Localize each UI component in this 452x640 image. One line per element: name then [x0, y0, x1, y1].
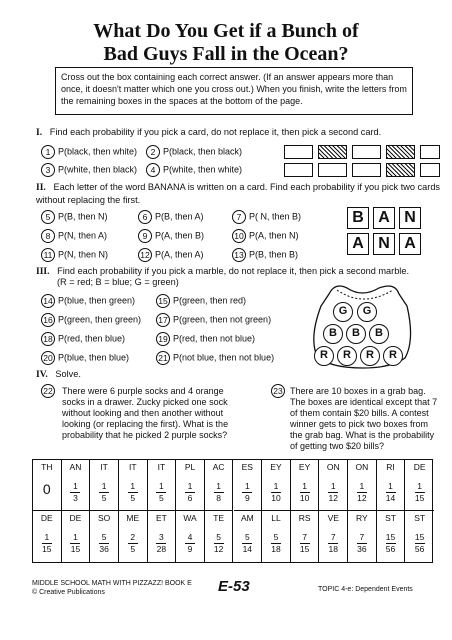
answer-numerator: 1: [330, 481, 336, 491]
answer-denominator: 10: [299, 493, 310, 503]
answer-numerator: 4: [187, 532, 193, 542]
answer-code: WA: [183, 513, 197, 523]
problem-8: 8 P(N, then A): [41, 228, 107, 243]
answer-cell: [119, 460, 148, 511]
answer-numerator: 1: [417, 481, 423, 491]
answer-numerator: 7: [330, 532, 336, 542]
answer-numerator: 7: [302, 532, 307, 542]
answer-cell: [291, 460, 320, 511]
letter-card: N: [399, 207, 421, 229]
answer-cell: [33, 460, 62, 511]
answer-numerator: 1: [216, 481, 222, 491]
answer-code: VE: [327, 513, 339, 523]
answer-denominator: 8: [216, 493, 222, 503]
footer-copyright: © Creative Publications: [32, 589, 105, 596]
card-white: [284, 145, 313, 159]
marble-red: R: [314, 346, 334, 366]
answer-code: TE: [213, 513, 225, 523]
section-4-label: IV.: [36, 370, 48, 380]
answer-code: ST: [385, 513, 396, 523]
answer-numerator: 1: [244, 481, 250, 491]
problem-19: 19 P(red, then not blue): [156, 331, 255, 346]
section-4-heading: [36, 369, 81, 382]
answer-numerator: 1: [73, 481, 78, 491]
problem-2: 2 P(black, then black): [146, 144, 242, 159]
answer-code: DE: [40, 513, 53, 523]
answer-cell: [377, 511, 406, 562]
answer-code: DE: [413, 462, 426, 472]
problem-22-text: There were 6 purple socks and 4 orange socks in a drawer. Zucky picked one sock without looking and then another without looking (or replacing the first). What is the probability that he picked 2 purple socks?: [62, 386, 229, 440]
answer-denominator: 18: [328, 544, 338, 554]
problem-10: 10 P(A, then N): [232, 228, 299, 243]
marble-blue: B: [346, 324, 366, 344]
answer-code: ES: [241, 462, 253, 472]
answer-denominator: 56: [414, 544, 425, 554]
problem-17: 17 P(green, then not green): [156, 312, 271, 327]
card-white: [420, 145, 440, 159]
instructions-box: Cross out the box containing each correct answer. (If an answer appears more than once, it doesn't matter which one you cross out.) When you finish, write the letters from the remaining boxes in the spaces at the bottom of the page.: [55, 67, 413, 115]
answer-cell: [90, 511, 119, 562]
section-4-text: Solve.: [55, 369, 81, 379]
answer-code: RI: [386, 462, 395, 472]
answer-code: AM: [240, 513, 254, 523]
marble-red: R: [337, 346, 357, 366]
answer-numerator: 15: [385, 532, 396, 542]
problem-6: 6 P(B, then A): [138, 209, 204, 224]
answer-grid: [32, 459, 433, 563]
answer-code: RY: [356, 513, 368, 523]
letter-card: N: [373, 233, 395, 255]
answer-numerator: 2: [130, 532, 136, 542]
answer-denominator: 9: [187, 544, 193, 554]
answer-cell: [176, 460, 205, 511]
problem-15: 15 P(green, then red): [156, 293, 246, 308]
answer-denominator: 18: [271, 544, 281, 554]
answer-cell: [319, 460, 348, 511]
footer-book: MIDDLE SCHOOL MATH WITH PIZZAZZ! BOOK E: [32, 580, 192, 587]
answer-cell: [119, 511, 148, 562]
answer-cell: [348, 460, 377, 511]
answer-numerator: 1: [359, 481, 365, 491]
answer-cell: [405, 511, 434, 562]
answer-denominator: 15: [414, 493, 425, 503]
answer-numerator: 5: [216, 532, 222, 542]
answer-cell: [62, 460, 91, 511]
answer-code: EY: [270, 462, 282, 472]
problem-1: 1 P(black, then white): [41, 144, 137, 159]
marble-blue: B: [323, 324, 343, 344]
answer-denominator: 15: [299, 544, 310, 554]
answer-cell: [205, 460, 234, 511]
answer-cell: [262, 511, 291, 562]
page-number: E-53: [218, 578, 250, 595]
answer-code: ET: [155, 513, 167, 523]
card-black: [386, 145, 415, 159]
answer-denominator: 12: [213, 544, 224, 554]
answer-numerator: 1: [44, 532, 50, 542]
answer-denominator: 14: [242, 544, 253, 554]
marble-red: R: [383, 346, 403, 366]
letter-card: A: [399, 233, 421, 255]
answer-code: AN: [69, 462, 82, 472]
answer-cell: [176, 511, 205, 562]
answer-code: ME: [126, 513, 140, 523]
section-1-label: I.: [36, 128, 43, 138]
answer-denominator: 14: [385, 493, 396, 503]
answer-denominator: 12: [328, 493, 338, 503]
marble-red: R: [360, 346, 380, 366]
answer-numerator: 15: [414, 532, 425, 542]
answer-denominator: 28: [156, 544, 167, 554]
problem-5: 5 P(B, then N): [41, 209, 108, 224]
answer-numerator: 1: [273, 481, 279, 491]
problem-12: 12 P(A, then A): [138, 247, 204, 262]
answer-numerator: 5: [244, 532, 250, 542]
answer-cell: [405, 460, 434, 511]
answer-numerator: 7: [359, 532, 365, 542]
problem-11: 11 P(N, then N): [41, 247, 108, 262]
answer-cell: [62, 511, 91, 562]
problem-23-number: 23: [271, 384, 285, 398]
card-black: [386, 163, 415, 177]
section-2-label: II.: [36, 183, 46, 193]
answer-denominator: 10: [271, 493, 281, 503]
answer-denominator: 5: [130, 544, 136, 554]
letter-card: B: [347, 207, 369, 229]
problem-23-text: There are 10 boxes in a grab bag. The boxes are identical except that 7 of them contain $20 bills. A contest winner gets to pick two boxes from the grab bag. What is the probability of getting two $20 bills?: [290, 386, 438, 451]
answer-code: EY: [298, 462, 311, 472]
answer-cell: [377, 460, 406, 511]
answer-cell: [291, 511, 320, 562]
worksheet-title-line1: What Do You Get if a Bunch of: [93, 20, 359, 42]
answer-denominator: 15: [70, 544, 81, 554]
letter-card: A: [373, 207, 395, 229]
answer-cell: [262, 460, 291, 511]
answer-cell: [319, 511, 348, 562]
answer-code: LL: [271, 513, 281, 523]
problem-7: 7 P( N, then B): [232, 209, 301, 224]
problem-18: 18 P(red, then blue): [41, 331, 125, 346]
card-white: [352, 145, 381, 159]
letter-card: A: [347, 233, 369, 255]
footer-topic: TOPIC 4-e: Dependent Events: [318, 586, 413, 593]
answer-code: TH: [41, 462, 53, 472]
answer-denominator: 3: [73, 493, 78, 503]
card-white: [420, 163, 440, 177]
marble-green: G: [357, 302, 377, 322]
card-white: [352, 163, 381, 177]
card-white: [318, 163, 347, 177]
answer-code: IT: [157, 462, 166, 472]
problem-3: 3 P(white, then black): [41, 162, 137, 177]
answer-denominator: 5: [130, 493, 136, 503]
answer-denominator: 9: [244, 493, 250, 503]
answer-cell: [148, 460, 177, 511]
problem-21: 21 P(not blue, then not blue): [156, 350, 274, 365]
problem-20: 20 P(blue, then blue): [41, 350, 129, 365]
worksheet-title-line2: Bad Guys Fall in the Ocean?: [103, 43, 349, 65]
marble-key: (R = red; B = blue; G = green): [57, 277, 179, 287]
problem-4: 4 P(white, then white): [146, 162, 242, 177]
answer-denominator: 36: [99, 544, 109, 554]
answer-numerator: 5: [273, 532, 279, 542]
answer-code: ON: [355, 462, 369, 472]
marble-green: G: [333, 302, 353, 322]
answer-numerator: 1: [187, 481, 193, 491]
answer-denominator: 12: [357, 493, 367, 503]
section-1-text: Find each probability if you pick a card, do not replace it, then pick a second card.: [49, 127, 382, 137]
answer-numerator: 1: [101, 481, 107, 491]
answer-cell: [205, 511, 234, 562]
answer-code: RS: [298, 513, 311, 523]
answer-denominator: 56: [385, 544, 396, 554]
section-2-heading: [36, 182, 441, 206]
answer-numerator: 1: [159, 481, 164, 491]
answer-cell: [234, 460, 263, 511]
problem-13: 13 P(B, then B): [232, 247, 298, 262]
card-white: [284, 163, 313, 177]
answer-code: PL: [184, 462, 196, 472]
answer-cell: [234, 511, 263, 562]
answer-cell: [148, 511, 177, 562]
marble-blue: B: [369, 324, 389, 344]
answer-cell: [33, 511, 62, 562]
answer-numerator: 1: [388, 481, 393, 491]
answer-denominator: 5: [159, 493, 164, 503]
answer-numerator: 3: [159, 532, 164, 542]
answer-numerator: 1: [130, 481, 136, 491]
answer-cell: [348, 511, 377, 562]
problem-22-number: 22: [41, 384, 55, 398]
answer-code: ST: [414, 513, 426, 523]
problem-14: 14 P(blue, then green): [41, 293, 135, 308]
answer-code: IT: [128, 462, 137, 472]
answer-denominator: 5: [101, 493, 107, 503]
card-black: [318, 145, 347, 159]
problem-16: 16 P(green, then green): [41, 312, 141, 327]
answer-code: ON: [326, 462, 340, 472]
answer-numerator: 1: [302, 481, 307, 491]
section-1-heading: [36, 127, 436, 140]
answer-numerator: 1: [73, 532, 78, 542]
answer-denominator: 15: [42, 544, 52, 554]
answer-value: 0: [42, 481, 51, 497]
answer-denominator: 36: [357, 544, 367, 554]
problem-9: 9 P(A, then B): [138, 228, 204, 243]
answer-denominator: 6: [187, 493, 193, 503]
answer-code: AC: [212, 462, 225, 472]
answer-code: SO: [97, 513, 111, 523]
answer-cell: [90, 460, 119, 511]
answer-code: IT: [100, 462, 108, 472]
answer-numerator: 5: [101, 532, 107, 542]
section-3-text: Find each probability if you pick a marble, do not replace it, then pick a second marble.: [57, 266, 410, 276]
section-3-label: III.: [36, 267, 50, 277]
answer-code: DE: [69, 513, 82, 523]
section-2-text: Each letter of the word BANANA is written on a card. Find each probability if you pick two cards without replacing the first.: [36, 182, 441, 205]
